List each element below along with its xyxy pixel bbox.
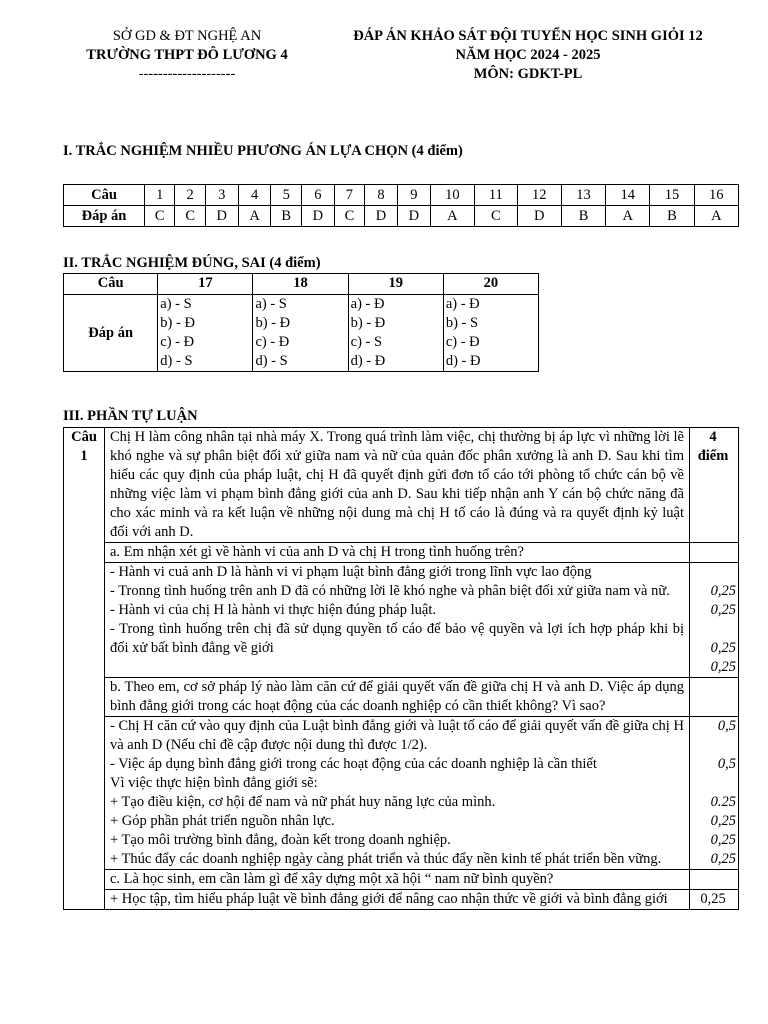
- answer-cell: C: [474, 206, 517, 227]
- score: 0,25: [710, 602, 736, 618]
- answer-item: c) - Đ: [255, 334, 290, 350]
- question-points: [690, 428, 739, 543]
- answer-cell: A: [238, 206, 271, 227]
- score: 0,25: [710, 583, 736, 599]
- answer-cell-17: [158, 295, 253, 372]
- points-value: 4: [709, 429, 717, 445]
- question-stem-row: [64, 428, 739, 543]
- empty-score-cell: [690, 543, 739, 563]
- question-number: 15: [650, 185, 694, 206]
- part-a-scores: [690, 563, 739, 678]
- question-stem: Chị H làm công nhân tại nhà máy X. Trong quá trình làm việc, chị thường bị áp lực vì những lời lẽ khó nghe và sự phân biệt đối xử giữa nam và nữ của quản đốc phân xưởng là anh D. Sau khi tìm hiểu các quy định của pháp luật, chị H đã quyết định gửi đơn tố cáo tới phòng tổ chức cán bộ về những việc làm vi phạm bình đẳng giới của anh D. Sau khi tiếp nhận anh Y cán bộ chức năng đã cho xác minh và ra kết luận về những nội dung mà chị H tố cáo là đúng và ra quyết định kỷ luật đối với anh D.: [105, 428, 690, 543]
- question-number: 2: [175, 185, 205, 206]
- answer-item: a) - Đ: [445, 296, 480, 312]
- answer-item: b) - S: [445, 315, 479, 331]
- answer-cell: A: [694, 206, 738, 227]
- answer-cell: A: [606, 206, 650, 227]
- answer-line: - Chị H căn cứ vào quy định của Luật bình đẳng giới và luật tố cáo để giải quyết vấn đề giữa chị H và anh D (Nếu chỉ đề cập được nội dung thì được 1/2).: [110, 718, 684, 753]
- row-label: Câu: [64, 185, 145, 206]
- section2-answer-table: [63, 273, 539, 372]
- document-title: ĐÁP ÁN KHẢO SÁT ĐỘI TUYỂN HỌC SINH GIỎI 12: [353, 28, 703, 44]
- part-a-answer-row: [64, 563, 739, 678]
- answer-cell: D: [205, 206, 238, 227]
- question-number: 1: [145, 185, 175, 206]
- score: 0,25: [710, 832, 736, 848]
- answer-cell-19: [348, 295, 443, 372]
- question-number: 20: [443, 274, 538, 295]
- score: 0,5: [717, 756, 736, 772]
- part-c-question-row: [64, 870, 739, 890]
- question-row: [64, 274, 539, 295]
- row-label: Đáp án: [64, 295, 158, 372]
- part-b-answer-row: [64, 717, 739, 870]
- answer-line: + Học tập, tìm hiểu pháp luật về bình đẳng giới để nâng cao nhận thức về giới và bình đẳng giới: [110, 891, 668, 907]
- score: 0,25: [700, 891, 726, 907]
- part-a-question-row: [64, 543, 739, 563]
- section1-title: I. TRẮC NGHIỆM NHIỀU PHƯƠNG ÁN LỰA CHỌN (4 điểm): [63, 143, 463, 159]
- answer-item: c) - Đ: [160, 334, 195, 350]
- question-number: 5: [271, 185, 301, 206]
- school-year: NĂM HỌC 2024 - 2025: [455, 47, 601, 63]
- question-number: 11: [474, 185, 517, 206]
- part-b-answer: [105, 717, 690, 870]
- question-number: 8: [365, 185, 398, 206]
- score: 0,25: [710, 659, 736, 675]
- answer-item: d) - Đ: [445, 353, 481, 369]
- answer-item: c) - Đ: [445, 334, 480, 350]
- answer-line: + Thúc đẩy các doanh nghiệp ngày càng phát triển và thúc đẩy nền kinh tế phát triển bền vững.: [110, 851, 662, 867]
- row-label: Đáp án: [64, 206, 145, 227]
- department-name: SỞ GD & ĐT NGHỆ AN: [112, 28, 262, 44]
- answer-cell: B: [650, 206, 694, 227]
- school-name: TRƯỜNG THPT ĐÔ LƯƠNG 4: [86, 47, 288, 63]
- section3-title: III. PHẦN TỰ LUẬN: [63, 408, 198, 424]
- answer-item: b) - Đ: [350, 315, 386, 331]
- question-number: 9: [397, 185, 430, 206]
- empty-score-cell: [690, 870, 739, 890]
- header-right: [318, 27, 738, 84]
- part-b-scores: [690, 717, 739, 870]
- part-c-question: c. Là học sinh, em cần làm gì để xây dựng một xã hội “ nam nữ bình quyền?: [105, 870, 690, 890]
- points-unit: điểm: [697, 448, 729, 464]
- answer-cell: C: [175, 206, 205, 227]
- answer-item: a) - S: [255, 296, 287, 312]
- answer-cell: B: [271, 206, 301, 227]
- score: 0,25: [710, 640, 736, 656]
- score: 0,25: [710, 813, 736, 829]
- answer-line: - Việc áp dụng bình đẳng giới trong các hoạt động của các doanh nghiệp là cần thiết: [110, 756, 597, 772]
- answer-item: d) - S: [160, 353, 193, 369]
- question-number: 12: [517, 185, 561, 206]
- answer-item: a) - S: [160, 296, 192, 312]
- part-c-answer: [105, 890, 690, 910]
- header-left: [62, 27, 312, 84]
- question-number: 10: [430, 185, 474, 206]
- part-b-question-row: [64, 678, 739, 717]
- question-row: [64, 185, 739, 206]
- answer-cell: D: [397, 206, 430, 227]
- answer-line: + Tạo môi trường bình đẳng, đoàn kết trong doanh nghiệp.: [110, 832, 451, 848]
- answer-item: b) - Đ: [160, 315, 195, 331]
- question-number: 16: [694, 185, 738, 206]
- answer-line: + Góp phần phát triển nguồn nhân lực.: [110, 813, 335, 829]
- question-label-number: 1: [80, 448, 88, 464]
- answer-line: - Hành vi cuả anh D là hành vi vi phạm luật bình đẳng giới trong lĩnh vực lao động: [110, 564, 592, 580]
- part-a-question: a. Em nhận xét gì về hành vi của anh D và chị H trong tình huống trên?: [105, 543, 690, 563]
- part-c-scores: [690, 890, 739, 910]
- section1-answer-table: [63, 184, 739, 227]
- answer-row: [64, 295, 539, 372]
- answer-item: d) - Đ: [350, 353, 386, 369]
- answer-item: a) - Đ: [350, 296, 385, 312]
- answer-cell: B: [561, 206, 605, 227]
- answer-cell-20: [443, 295, 538, 372]
- answer-item: c) - S: [350, 334, 383, 350]
- answer-line: - Hành vi của chị H là hành vi thực hiện đúng pháp luật.: [110, 602, 436, 618]
- answer-cell: D: [301, 206, 334, 227]
- question-number: 4: [238, 185, 271, 206]
- score: 0,25: [710, 851, 736, 867]
- question-number: 17: [158, 274, 253, 295]
- answer-item: d) - S: [255, 353, 288, 369]
- row-label: Câu: [64, 274, 158, 295]
- answer-item: b) - Đ: [255, 315, 291, 331]
- part-b-question: b. Theo em, cơ sở pháp lý nào làm căn cứ để giải quyết vấn đề giữa chị H và anh D. Việc áp dụng bình đẳng giới trong các hoạt động của các doanh nghiệp có cần thiết không? Vì sao?: [105, 678, 690, 717]
- subject: MÔN: GDKT-PL: [473, 66, 583, 82]
- question-label: [64, 428, 105, 910]
- question-number: 6: [301, 185, 334, 206]
- answer-line: + Tạo điều kiện, cơ hội để nam và nữ phát huy năng lực của mình.: [110, 794, 496, 810]
- part-a-answer: [105, 563, 690, 678]
- answer-cell: D: [365, 206, 398, 227]
- answer-cell-18: [253, 295, 348, 372]
- answer-cell: C: [145, 206, 175, 227]
- answer-line: - Trong tình huống trên chị đã sử dụng quyền tố cáo để bảo vệ quyền và lợi ích hợp pháp khi bị đối xử bất bình đẳng về giới: [110, 621, 684, 656]
- question-number: 19: [348, 274, 443, 295]
- answer-line: - Tronng tình huống trên anh D đã có những lời lẽ khó nghe và phân biệt đối xử giữa nam và nữ.: [110, 583, 670, 599]
- section3-essay-table: [63, 427, 739, 910]
- question-label-text: Câu: [71, 429, 97, 445]
- score: 0,5: [717, 718, 736, 734]
- question-number: 13: [561, 185, 605, 206]
- answer-cell: C: [334, 206, 364, 227]
- question-number: 7: [334, 185, 364, 206]
- answer-cell: D: [517, 206, 561, 227]
- question-number: 18: [253, 274, 348, 295]
- header-divider: --------------------: [138, 66, 236, 82]
- question-number: 14: [606, 185, 650, 206]
- part-c-answer-row: [64, 890, 739, 910]
- section2-title: II. TRẮC NGHIỆM ĐÚNG, SAI (4 điểm): [63, 255, 321, 271]
- empty-score-cell: [690, 678, 739, 717]
- answer-row: [64, 206, 739, 227]
- question-number: 3: [205, 185, 238, 206]
- answer-cell: A: [430, 206, 474, 227]
- answer-line: Vì việc thực hiện bình đẳng giới sẽ:: [110, 775, 318, 791]
- score: 0.25: [710, 794, 736, 810]
